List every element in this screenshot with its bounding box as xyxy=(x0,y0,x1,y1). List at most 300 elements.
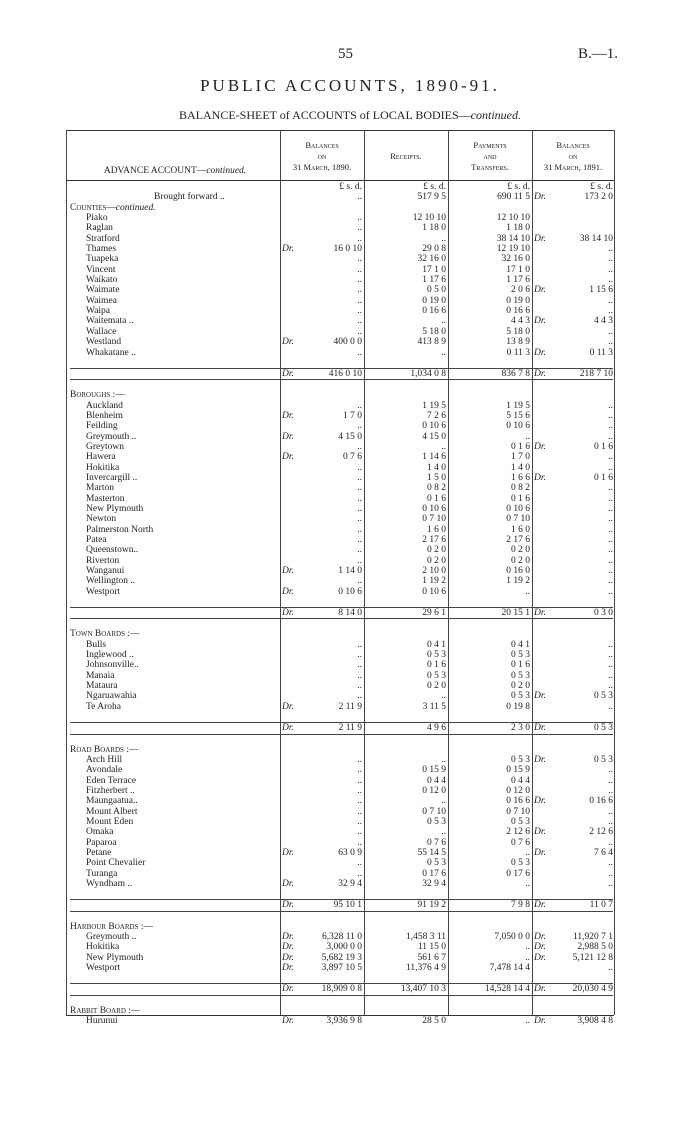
body-name: Marton xyxy=(86,483,114,494)
cell-c2 xyxy=(362,463,446,473)
dr-marker: Dr. xyxy=(282,244,294,255)
cell-c2 xyxy=(362,556,446,566)
table-row xyxy=(70,566,613,576)
cell-c4 xyxy=(530,942,613,952)
cell-name xyxy=(70,390,278,400)
amount-value: 7 9 8 xyxy=(511,900,530,911)
cell-c3 xyxy=(446,535,530,545)
dr-marker: Dr. xyxy=(534,233,546,244)
cell-c1 xyxy=(278,745,362,755)
table-row xyxy=(70,213,613,223)
amount-value: .. xyxy=(441,347,446,358)
cell-c2 xyxy=(362,807,446,817)
amount-value: 400 0 0 xyxy=(333,337,362,348)
amount-value: .. xyxy=(608,858,613,869)
cell-c1 xyxy=(278,368,362,379)
cell-c4 xyxy=(530,494,613,504)
cell-c2 xyxy=(362,244,446,254)
amount-value: 5,121 12 8 xyxy=(572,952,613,963)
amount-value: 3,936 9 8 xyxy=(326,1016,362,1027)
amount-value: 3,000 0 0 xyxy=(326,942,362,953)
total-row xyxy=(70,723,613,734)
cell-c3 xyxy=(446,401,530,411)
amount-value: 1 14 6 xyxy=(422,452,446,463)
cell-name xyxy=(70,223,278,233)
spacer-row xyxy=(70,911,613,922)
amount-value: .. xyxy=(357,400,362,411)
table-row xyxy=(70,296,613,306)
cell-c4 xyxy=(530,463,613,473)
body-name: Wallace xyxy=(86,326,117,337)
cell-c4 xyxy=(530,525,613,535)
cell-c3 xyxy=(446,900,530,911)
cell-name xyxy=(70,285,278,295)
cell-name xyxy=(70,494,278,504)
cell-c4 xyxy=(530,838,613,848)
amount-value: 3,908 4 8 xyxy=(577,1016,613,1027)
amount-value: .. xyxy=(357,754,362,765)
table-row xyxy=(70,858,613,868)
cell-c1 xyxy=(278,223,362,233)
table-row xyxy=(70,473,613,483)
spacer-cell xyxy=(70,712,613,723)
cell-c2 xyxy=(362,1006,446,1016)
cell-c3 xyxy=(446,432,530,442)
amount-value: 55 14 5 xyxy=(417,847,446,858)
amount-value: .. xyxy=(357,639,362,650)
body-name: Maungaatua.. xyxy=(86,796,138,807)
cell-c2 xyxy=(362,650,446,660)
section-row xyxy=(70,629,613,639)
amount-value: 0 5 0 xyxy=(427,285,446,296)
table-row xyxy=(70,942,613,952)
cell-c4 xyxy=(530,765,613,775)
amount-value: 2 12 6 xyxy=(506,827,530,838)
cell-c1 xyxy=(278,900,362,911)
amount-value: .. xyxy=(357,213,362,224)
cell-c2 xyxy=(362,723,446,734)
amount-value: 416 0 10 xyxy=(328,368,362,379)
amount-value: 0 10 6 xyxy=(338,586,362,597)
amount-value: 0 1 6 xyxy=(594,441,613,452)
table-row xyxy=(70,265,613,275)
cell-c2 xyxy=(362,348,446,358)
amount-value: 2 12 6 xyxy=(589,827,613,838)
body-name: Waimea xyxy=(86,295,117,306)
amount-value: .. xyxy=(357,555,362,566)
amount-value: 0 1 6 xyxy=(427,493,446,504)
amount-value: £ s. d. xyxy=(339,182,362,192)
dr-marker: Dr. xyxy=(534,1016,546,1027)
amount-value: .. xyxy=(357,285,362,296)
table-row xyxy=(70,463,613,473)
amount-value: 20 15 1 xyxy=(501,608,530,619)
spacer-cell xyxy=(70,597,613,608)
amount-value: .. xyxy=(441,441,446,452)
cell-c1 xyxy=(278,556,362,566)
spacer-row xyxy=(70,973,613,984)
cell-c4 xyxy=(530,702,613,712)
cell-c4 xyxy=(530,296,613,306)
body-name: Riverton xyxy=(86,555,120,566)
spacer-cell xyxy=(70,973,613,984)
amount-value: 0 1 6 xyxy=(511,660,530,671)
spacer-cell xyxy=(70,995,613,1006)
amount-value: .. xyxy=(525,878,530,889)
cell-c4 xyxy=(530,473,613,483)
amount-value: .. xyxy=(357,691,362,702)
cell-c1 xyxy=(278,681,362,691)
amount-value: .. xyxy=(608,421,613,432)
cell-c3 xyxy=(446,827,530,837)
amount-value: .. xyxy=(357,868,362,879)
cell-c1 xyxy=(278,1006,362,1016)
amount-value: .. xyxy=(357,347,362,358)
amount-value: 4 15 0 xyxy=(338,431,362,442)
amount-value: 18,909 0 8 xyxy=(321,984,362,995)
amount-value: 218 7 10 xyxy=(579,368,613,379)
table-row xyxy=(70,234,613,244)
table-row xyxy=(70,504,613,514)
dr-marker: Dr. xyxy=(282,701,294,712)
cell-name xyxy=(70,463,278,473)
cell-c4 xyxy=(530,285,613,295)
amount-value: .. xyxy=(525,942,530,953)
dr-marker: Dr. xyxy=(534,192,546,203)
cell-c3 xyxy=(446,203,530,213)
amount-value: 0 8 2 xyxy=(427,483,446,494)
cell-c3 xyxy=(446,337,530,347)
amount-value: 32 9 4 xyxy=(338,878,362,889)
table-row xyxy=(70,576,613,586)
amount-value: 0 2 0 xyxy=(511,545,530,556)
col-head-balances-1890 xyxy=(280,140,364,173)
cell-c1 xyxy=(278,401,362,411)
amount-value: .. xyxy=(608,816,613,827)
amount-value: .. xyxy=(608,244,613,255)
cell-c2 xyxy=(362,213,446,223)
body-name: Piako xyxy=(86,213,108,224)
cell-c3 xyxy=(446,296,530,306)
cell-c1 xyxy=(278,234,362,244)
amount-value: £ s. d. xyxy=(507,182,530,192)
cell-c1 xyxy=(278,327,362,337)
cell-c2 xyxy=(362,306,446,316)
body-name: New Plymouth xyxy=(86,952,144,963)
amount-value: .. xyxy=(608,452,613,463)
body-name: Wellington .. xyxy=(86,576,136,587)
cell-c2 xyxy=(362,432,446,442)
body-name: Queenstown.. xyxy=(86,545,139,556)
cell-name xyxy=(70,483,278,493)
dr-marker: Dr. xyxy=(282,452,294,463)
dr-marker: Dr. xyxy=(534,932,546,942)
cell-c3 xyxy=(446,182,530,192)
amount-value: 0 4 4 xyxy=(427,775,446,786)
amount-value: .. xyxy=(441,754,446,765)
amount-value: .. xyxy=(608,295,613,306)
amount-value: 29 6 1 xyxy=(422,608,446,619)
amount-value: 561 6 7 xyxy=(417,952,446,963)
col-head-receipts xyxy=(364,151,448,162)
total-row xyxy=(70,900,613,911)
cell-name xyxy=(70,1016,278,1026)
cell-c3 xyxy=(446,463,530,473)
body-name: Waitemata .. xyxy=(86,316,134,327)
section-label: Town Boards :— xyxy=(70,629,140,640)
amount-value: .. xyxy=(357,503,362,514)
table-row xyxy=(70,244,613,254)
cell-c1 xyxy=(278,869,362,879)
cell-c4 xyxy=(530,922,613,932)
amount-value: 4 4 3 xyxy=(594,316,613,327)
amount-value: .. xyxy=(357,421,362,432)
amount-value: 1 4 0 xyxy=(427,462,446,473)
cell-c2 xyxy=(362,691,446,701)
amount-value: 2 10 0 xyxy=(422,566,446,577)
cell-c2 xyxy=(362,671,446,681)
body-name: Mount Albert xyxy=(86,806,138,817)
amount-value: 1 17 6 xyxy=(422,275,446,286)
cell-name xyxy=(70,192,278,202)
amount-value: 0 5 3 xyxy=(427,816,446,827)
dr-marker: Dr. xyxy=(282,942,294,953)
body-name: Masterton xyxy=(86,493,125,504)
cell-c4 xyxy=(530,182,613,192)
amount-value: .. xyxy=(608,806,613,817)
body-name: Ngaruawahia xyxy=(86,691,137,702)
dr-marker: Dr. xyxy=(282,932,294,942)
amount-value: .. xyxy=(608,701,613,712)
cell-c2 xyxy=(362,858,446,868)
amount-value: 0 11 3 xyxy=(506,347,530,358)
cell-c1 xyxy=(278,473,362,483)
table-row xyxy=(70,494,613,504)
cell-c3 xyxy=(446,671,530,681)
amount-value: .. xyxy=(608,337,613,348)
amount-value: 0 16 6 xyxy=(506,796,530,807)
amount-value: .. xyxy=(608,586,613,597)
amount-value: 16 0 10 xyxy=(333,244,362,255)
cell-c4 xyxy=(530,306,613,316)
cell-c2 xyxy=(362,817,446,827)
cell-c4 xyxy=(530,316,613,326)
cell-c1 xyxy=(278,535,362,545)
cell-c1 xyxy=(278,452,362,462)
amount-value: .. xyxy=(357,472,362,483)
cell-name xyxy=(70,723,278,734)
table-row xyxy=(70,817,613,827)
cell-c3 xyxy=(446,932,530,942)
amount-value: £ s. d. xyxy=(590,182,613,192)
spacer-row xyxy=(70,619,613,630)
col-head-receipts-label: Receipts. xyxy=(390,151,422,161)
cell-name xyxy=(70,213,278,223)
amount-value: .. xyxy=(357,681,362,692)
spacer-row xyxy=(70,712,613,723)
cell-c1 xyxy=(278,827,362,837)
cell-c3 xyxy=(446,765,530,775)
amount-value: .. xyxy=(357,816,362,827)
amount-value: 0 1 6 xyxy=(427,660,446,671)
cell-c4 xyxy=(530,566,613,576)
body-name: Mataura xyxy=(86,681,118,692)
amount-value: .. xyxy=(357,827,362,838)
amount-value: 1 6 6 xyxy=(511,472,530,483)
amount-value: .. xyxy=(608,775,613,786)
cell-c4 xyxy=(530,504,613,514)
dr-marker: Dr. xyxy=(534,608,546,619)
amount-value: 0 10 6 xyxy=(422,421,446,432)
cell-c2 xyxy=(362,745,446,755)
cell-c2 xyxy=(362,452,446,462)
cell-c3 xyxy=(446,473,530,483)
cell-c4 xyxy=(530,858,613,868)
body-name: Whakatane .. xyxy=(86,347,136,358)
cell-c3 xyxy=(446,254,530,264)
cell-c2 xyxy=(362,494,446,504)
cell-c1 xyxy=(278,755,362,765)
amount-value: .. xyxy=(525,952,530,963)
cell-name xyxy=(70,432,278,442)
amount-value: 12 19 10 xyxy=(496,244,530,255)
spacer-row xyxy=(70,734,613,745)
amount-value: 0 7 6 xyxy=(343,452,362,463)
amount-value: 11,920 7 1 xyxy=(572,932,613,942)
cell-c2 xyxy=(362,942,446,952)
cell-name xyxy=(70,504,278,514)
amount-value: 1 7 0 xyxy=(511,452,530,463)
cell-c1 xyxy=(278,953,362,963)
amount-value: 1,034 0 8 xyxy=(410,368,446,379)
cell-c2 xyxy=(362,681,446,691)
cell-c2 xyxy=(362,629,446,639)
cell-c3 xyxy=(446,608,530,619)
cell-c2 xyxy=(362,223,446,233)
amount-value: .. xyxy=(608,878,613,889)
amount-value: .. xyxy=(357,223,362,234)
amount-value: .. xyxy=(357,306,362,317)
amount-value: 13 8 9 xyxy=(506,337,530,348)
amount-value: .. xyxy=(608,462,613,473)
cell-c1 xyxy=(278,848,362,858)
amount-value: 95 10 1 xyxy=(333,900,362,911)
body-name: Raglan xyxy=(86,223,113,234)
amount-value: .. xyxy=(608,326,613,337)
brought-forward-label: Brought forward .. xyxy=(154,192,225,203)
cell-c1 xyxy=(278,660,362,670)
cell-c4 xyxy=(530,576,613,586)
body-name: Wanganui xyxy=(86,566,125,577)
cell-c4 xyxy=(530,192,613,202)
amount-value: 3,897 10 5 xyxy=(321,963,362,974)
amount-value: 7 6 4 xyxy=(594,847,613,858)
cell-name xyxy=(70,275,278,285)
amount-value: 2 11 9 xyxy=(338,723,362,734)
amount-value: .. xyxy=(357,775,362,786)
cell-c1 xyxy=(278,984,362,995)
cell-c3 xyxy=(446,421,530,431)
cell-c1 xyxy=(278,316,362,326)
cell-c1 xyxy=(278,629,362,639)
body-name: Feilding xyxy=(86,421,118,432)
cell-c3 xyxy=(446,442,530,452)
cell-c4 xyxy=(530,1016,613,1026)
amount-value: 0 5 3 xyxy=(594,691,613,702)
table-row xyxy=(70,535,613,545)
amount-value: 0 5 3 xyxy=(511,816,530,827)
cell-c1 xyxy=(278,640,362,650)
amount-value: 11,376 4 9 xyxy=(405,963,446,974)
cell-name xyxy=(70,932,278,942)
section-row xyxy=(70,390,613,400)
cell-c4 xyxy=(530,535,613,545)
cell-c1 xyxy=(278,442,362,452)
cell-c1 xyxy=(278,765,362,775)
amount-value: 0 2 0 xyxy=(511,681,530,692)
amount-value: 0 19 8 xyxy=(506,701,530,712)
subtitle-continued: continued. xyxy=(470,108,521,122)
amount-value: 2,988 5 0 xyxy=(577,942,613,953)
cell-name xyxy=(70,796,278,806)
cell-name xyxy=(70,817,278,827)
cell-c4 xyxy=(530,514,613,524)
cell-c3 xyxy=(446,629,530,639)
amount-value: .. xyxy=(525,431,530,442)
amount-value: 2 17 6 xyxy=(422,535,446,545)
cell-c1 xyxy=(278,608,362,619)
cell-c2 xyxy=(362,337,446,347)
cell-c3 xyxy=(446,327,530,337)
cell-c1 xyxy=(278,671,362,681)
cell-c1 xyxy=(278,776,362,786)
dr-marker: Dr. xyxy=(534,316,546,327)
body-name: Hokitika xyxy=(86,462,120,473)
cell-c2 xyxy=(362,776,446,786)
section-label: Harbour Boards :— xyxy=(70,921,153,932)
amount-value: 0 5 3 xyxy=(511,858,530,869)
amount-value: .. xyxy=(608,765,613,776)
amount-value: 17 1 0 xyxy=(506,264,530,275)
cell-c1 xyxy=(278,494,362,504)
body-name: Tuapeka xyxy=(86,254,119,265)
body-name: Invercargill .. xyxy=(86,472,138,483)
spacer-row xyxy=(70,889,613,900)
cell-c4 xyxy=(530,452,613,462)
cell-c3 xyxy=(446,566,530,576)
cell-c4 xyxy=(530,483,613,493)
section-label: Boroughs :— xyxy=(70,390,125,401)
amount-value: .. xyxy=(608,785,613,796)
table-row xyxy=(70,254,613,264)
dr-marker: Dr. xyxy=(282,368,294,379)
cell-c2 xyxy=(362,296,446,306)
body-name: Newton xyxy=(86,514,117,525)
cell-c1 xyxy=(278,421,362,431)
cell-c2 xyxy=(362,755,446,765)
amount-value: .. xyxy=(357,524,362,535)
body-name: Mount Eden xyxy=(86,816,134,827)
amount-value: 12 10 10 xyxy=(496,213,530,224)
cell-c2 xyxy=(362,786,446,796)
cell-name xyxy=(70,182,278,192)
amount-value: 5,682 19 3 xyxy=(321,952,362,963)
cell-c4 xyxy=(530,723,613,734)
cell-c2 xyxy=(362,390,446,400)
table-row xyxy=(70,327,613,337)
amount-value: 5 15 6 xyxy=(506,410,530,421)
cell-name xyxy=(70,900,278,911)
